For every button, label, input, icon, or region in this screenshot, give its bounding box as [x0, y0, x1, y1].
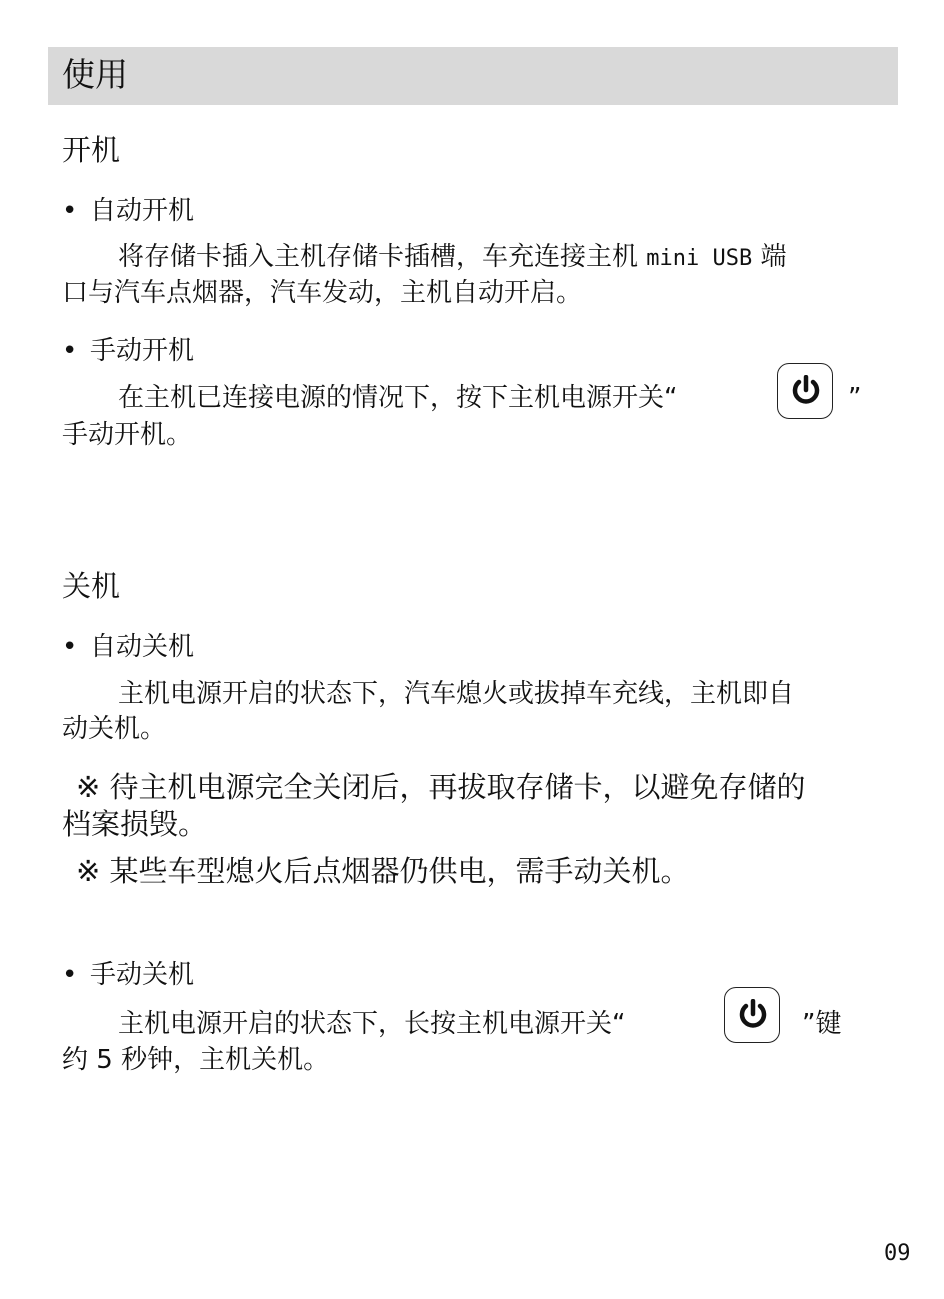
mini-usb-text: mini USB — [646, 246, 753, 271]
note-remove-card-line2: 档案损毁。 — [62, 807, 208, 841]
bullet-dot: • — [62, 960, 78, 990]
manual-off-text-line2: 约 5 秒钟，主机关机。 — [62, 1045, 330, 1075]
bullet-auto-off — [62, 630, 194, 664]
manual-on-quote-close: ” — [848, 383, 862, 413]
bullet-label: 自动关机 — [90, 632, 195, 662]
manual-on-text-line2: 手动开机。 — [62, 420, 193, 450]
bullet-dot: • — [62, 336, 78, 366]
bullet-label: 手动关机 — [90, 960, 195, 990]
text-fragment: 端 — [752, 242, 787, 272]
bullet-label: 自动开机 — [90, 196, 195, 226]
bullet-manual-on — [62, 334, 194, 368]
bullet-auto-on — [62, 194, 194, 228]
bullet-dot: • — [62, 632, 78, 662]
section-title-power-off: 关机 — [62, 569, 121, 603]
manual-off-quote-close: ”键 — [802, 1009, 842, 1039]
header-bar — [48, 47, 898, 105]
power-icon — [777, 363, 833, 419]
auto-off-text-line2: 动关机。 — [62, 714, 167, 744]
power-icon — [724, 987, 780, 1043]
auto-off-text-line1: 主机电源开启的状态下，汽车熄火或拔掉车充线，主机即自 — [118, 679, 795, 709]
page-number: 09 — [884, 1241, 911, 1266]
bullet-manual-off — [62, 958, 194, 992]
bullet-label: 手动开机 — [90, 336, 195, 366]
note-manual-off: ※ 某些车型熄火后点烟器仍供电，需手动关机。 — [76, 854, 690, 888]
text-fragment: 将存储卡插入主机存储卡插槽，车充连接主机 — [118, 242, 647, 272]
bullet-dot: • — [62, 196, 78, 226]
section-title-power-on: 开机 — [62, 133, 121, 167]
page-title: 使用 — [62, 55, 128, 94]
text-fragment: 在主机已连接电源的情况下，按下主机电源开关“ — [118, 383, 678, 413]
auto-on-text-line2: 口与汽车点烟器，汽车发动，主机自动开启。 — [62, 278, 583, 308]
text-fragment: 主机电源开启的状态下，长按主机电源开关“ — [118, 1009, 626, 1039]
note-remove-card-line1: ※ 待主机电源完全关闭后，再拔取存储卡，以避免存储的 — [76, 770, 806, 804]
auto-on-text-line1 — [118, 240, 934, 276]
